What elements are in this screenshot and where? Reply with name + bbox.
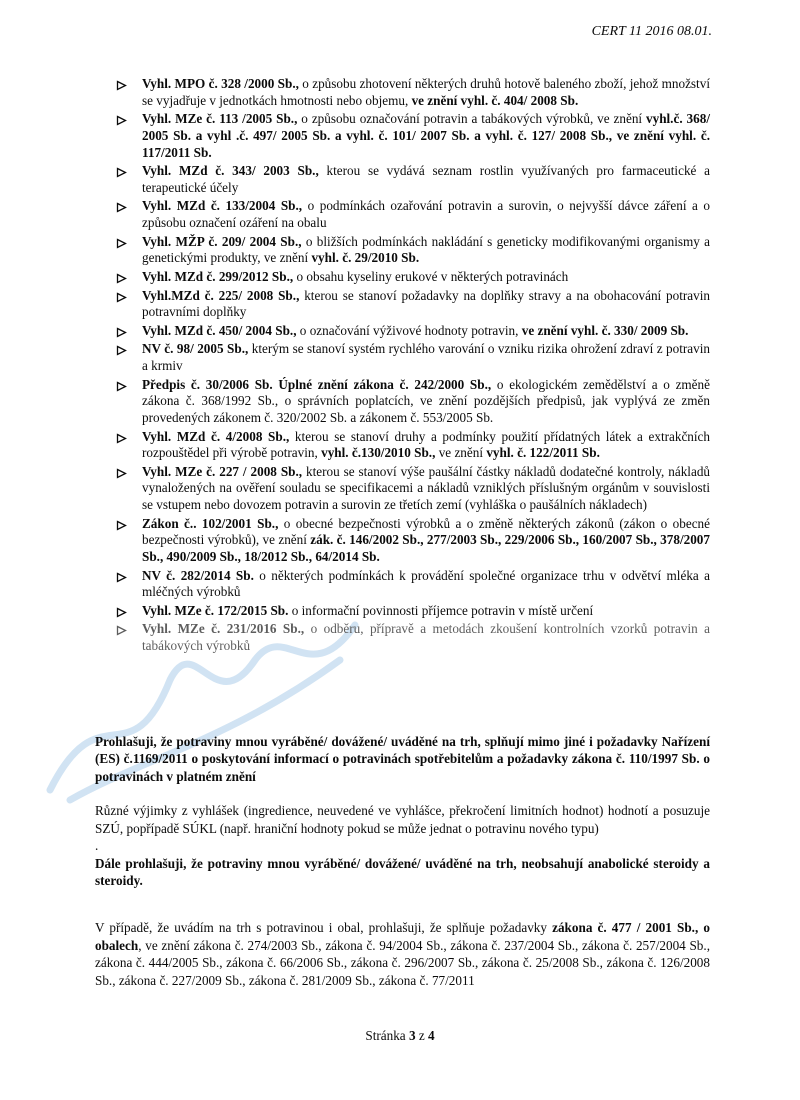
header-cert-label: CERT 11 2016 08.01. (591, 24, 712, 39)
arrow-right-bullet-icon (116, 201, 127, 212)
declaration-paragraph: Různé výjimky z vyhlášek (ingredience, neuvedené ve vyhlášce, překročení limitních hodnot) hodnotí a posuzuje SZÚ, popřípadě SÚKL (např. hraniční hodnoty pokud se může jednat o potravinu nového typu) (95, 803, 710, 836)
arrow-right-bullet-icon (116, 79, 127, 90)
arrow-right-bullet-icon (116, 344, 127, 355)
regulation-list-item (116, 516, 710, 566)
page-number-label: Stránka 3 z 4 (365, 1028, 435, 1043)
regulation-list-item (116, 603, 710, 620)
arrow-right-bullet-icon (116, 571, 127, 582)
regulation-list-item (116, 111, 710, 161)
regulation-list-item (116, 269, 710, 286)
declaration-paragraph: V případě, že uvádím na trh s potravinou i obal, prohlašuji, že splňuje požadavky zákona č. 477 / 2001 Sb., o obalech, ve znění zákona č. 274/2003 Sb., zákona č. 94/2004 Sb., zákona č. 237/2004 Sb., zákona č. 257/2004 Sb., zákona č. 444/2005 Sb., zákona č. 66/2006 Sb., zákona č. 296/2007 Sb., zákona č. 25/2008 Sb., zákona č. 126/2008 Sb., zákona č. 227/2009 Sb., zákona č. 281/2009 Sb., zákona č. 77/2011 (95, 920, 710, 988)
declaration-paragraph: Prohlašuji, že potraviny mnou vyráběné/ dovážené/ uváděné na trh, splňují mimo jiné i požadavky Nařízení (ES) č.1169/2011 o poskytování informací o potravinách spotřebitelům a požadavky zákona č. 110/1997 Sb. o potravinách v platném znění (95, 734, 710, 784)
regulation-list-item (116, 76, 710, 109)
regulation-text: Vyhl. MPO č. 328 /2000 Sb., o způsobu zhotovení některých druhů hotově baleného zboží, jehož množství se vyjadřuje v jednotkách hmotnosti nebo objemu, ve znění vyhl. č. 404/ 2008 Sb. (142, 76, 710, 108)
arrow-right-bullet-icon (116, 291, 127, 302)
regulation-list-item (116, 464, 710, 514)
regulation-text: Vyhl. MZe č. 231/2016 Sb., o odběru, přípravě a metodách zkoušení kontrolních vzorků potravin a tabákových výrobků (142, 621, 710, 653)
regulation-list-item (116, 429, 710, 462)
regulation-text: Předpis č. 30/2006 Sb. Úplné znění zákona č. 242/2000 Sb., o ekologickém zemědělství a o změně zákona č. 368/1992 Sb., o správních poplatcích, ve znění pozdějších předpisů, jak vyplývá ze změn provedených zákonem č. 320/2002 Sb. a zákonem č. 553/2005 Sb. (142, 376, 710, 425)
regulation-text: Vyhl. MZe č. 113 /2005 Sb., o způsobu označování potravin a tabákových výrobků, ve znění vyhl.č. 368/ 2005 Sb. a vyhl .č. 497/ 2005 Sb. a vyhl. č. 101/ 2007 Sb. a vyhl. č. 127/ 2008 Sb., ve znění vyhl. č. 117/2011 Sb. (142, 111, 710, 160)
arrow-right-bullet-icon (116, 624, 127, 635)
regulation-list (116, 76, 710, 657)
regulation-list-item (116, 568, 710, 601)
page-header (592, 24, 712, 40)
regulation-list-item (116, 341, 710, 374)
declaration-paragraphs (95, 733, 710, 989)
arrow-right-bullet-icon (116, 237, 127, 248)
arrow-right-bullet-icon (116, 519, 127, 530)
regulation-list-item (116, 163, 710, 196)
arrow-right-bullet-icon (116, 380, 127, 391)
regulation-list-item (116, 621, 710, 654)
arrow-right-bullet-icon (116, 166, 127, 177)
regulation-text: Vyhl. MZd č. 343/ 2003 Sb., kterou se vydává seznam rostlin využívaných pro farmaceutické a terapeutické účely (142, 163, 710, 195)
regulation-text: Vyhl. MZe č. 227 / 2008 Sb., kterou se stanoví výše paušální částky nákladů dodatečné kontroly, nákladů vynaložených na ověření souladu se specifikacemi a nákladů vzniklých příslušným orgánům v souvislosti se vstupem nebo dovozem potravin a surovin ze třetích zemí (vyhláška o paušálních nákladech) (142, 463, 711, 512)
arrow-right-bullet-icon (116, 606, 127, 617)
regulation-text: Vyhl. MŽP č. 209/ 2004 Sb., o bližších podmínkách nakládání s geneticky modifikovanými organismy a genetickými produkty, ve znění vyhl. č. 29/2010 Sb. (142, 233, 711, 266)
declaration-paragraph: Dále prohlašuji, že potraviny mnou vyráběné/ dovážené/ uváděné na trh, neobsahují anabolické steroidy a steroidy. (95, 855, 710, 888)
regulation-text: Vyhl. MZd č. 4/2008 Sb., kterou se stanoví druhy a podmínky použití přídatných látek a extrakčních rozpouštědel při výrobě potravin, vyhl. č.130/2010 Sb., ve znění vyhl. č. 122/2011 Sb. (142, 428, 711, 461)
declaration-paragraph: . (95, 838, 99, 854)
page-footer (0, 1028, 800, 1044)
arrow-right-bullet-icon (116, 114, 127, 125)
arrow-right-bullet-icon (116, 432, 127, 443)
regulation-text: Vyhl.MZd č. 225/ 2008 Sb., kterou se stanoví požadavky na doplňky stravy a na obohacování potravin potravními doplňky (142, 287, 711, 320)
regulation-text: Vyhl. MZe č. 172/2015 Sb. o informační povinnosti příjemce potravin v místě určení (142, 602, 594, 618)
regulation-list-item (116, 198, 710, 231)
regulation-list-item (116, 323, 710, 340)
regulation-text: Vyhl. MZd č. 299/2012 Sb., o obsahu kyseliny erukové v některých potravinách (142, 268, 569, 284)
regulation-text: Zákon č.. 102/2001 Sb., o obecné bezpečnosti výrobků a o změně některých zákonů (zákon o obecné bezpečnosti výrobků), ve znění zák. č. 146/2002 Sb., 277/2003 Sb., 229/2006 Sb., 160/2007 Sb., 378/2007 Sb., 490/2009 Sb., 18/2012 Sb., 64/2014 Sb. (142, 515, 710, 564)
regulation-text: Vyhl. MZd č. 133/2004 Sb., o podmínkách ozařování potravin a surovin, o nejvyšší dávce záření a o způsobu označení ozáření na obalu (142, 198, 710, 230)
arrow-right-bullet-icon (116, 467, 127, 478)
regulation-list-item (116, 377, 710, 427)
regulation-list-item (116, 234, 710, 267)
regulation-text: NV č. 98/ 2005 Sb., kterým se stanoví systém rychlého varování o vzniku rizika ohrožení zdraví z potravin a krmiv (142, 341, 711, 373)
regulation-text: Vyhl. MZd č. 450/ 2004 Sb., o označování výživové hodnoty potravin, ve znění vyhl. č. 330/ 2009 Sb. (142, 322, 689, 338)
regulation-list-item (116, 288, 710, 321)
arrow-right-bullet-icon (116, 272, 127, 283)
arrow-right-bullet-icon (116, 326, 127, 337)
regulation-text: NV č. 282/2014 Sb. o některých podmínkách k provádění společné organizace trhu v odvětví mléka a mléčných výrobků (142, 567, 710, 600)
